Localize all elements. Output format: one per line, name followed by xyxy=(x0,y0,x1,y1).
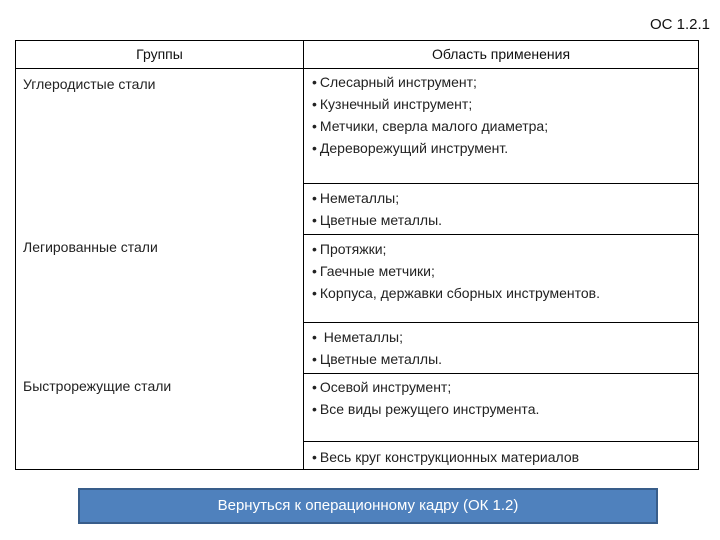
list-item-text: Цветные металлы. xyxy=(319,351,443,367)
column-divider xyxy=(303,41,304,469)
list-item xyxy=(312,137,548,159)
list-item-text: Метчики, сверла малого диаметра; xyxy=(319,118,549,134)
list-item-text: Корпуса, державки сборных инструментов. xyxy=(319,285,601,301)
header-divider xyxy=(16,68,698,69)
list-item xyxy=(312,376,539,398)
application-carbon-tools xyxy=(312,71,548,159)
list-item-text: Гаечные метчики; xyxy=(319,263,435,279)
row-divider xyxy=(303,183,698,184)
application-high-speed-materials xyxy=(312,446,579,468)
list-item-text: Слесарный инструмент; xyxy=(319,74,477,90)
bullet-icon: • xyxy=(312,140,317,156)
list-item xyxy=(312,398,539,420)
bullet-icon: • xyxy=(312,212,317,228)
list-item-text: Неметаллы; xyxy=(319,190,400,206)
list-item-text: Весь круг конструкционных материалов xyxy=(319,449,580,465)
list-item xyxy=(312,187,442,209)
list-item-text: Протяжки; xyxy=(319,241,387,257)
list-item-text: Дереворежущий инструмент. xyxy=(319,140,509,156)
list-item xyxy=(312,326,442,348)
list-item xyxy=(312,71,548,93)
bullet-icon: • xyxy=(312,329,317,345)
list-item xyxy=(312,93,548,115)
application-alloy-tools xyxy=(312,238,600,304)
list-item-text: Кузнечный инструмент; xyxy=(319,96,473,112)
group-carbon-steels: Углеродистые стали xyxy=(23,76,156,92)
application-high-speed-tools xyxy=(312,376,539,420)
header-application: Область применения xyxy=(431,46,571,62)
list-item xyxy=(312,238,600,260)
bullet-icon: • xyxy=(312,190,317,206)
list-item-text: Все виды режущего инструмента. xyxy=(319,401,540,417)
bullet-icon: • xyxy=(312,449,317,465)
list-item-text: Цветные металлы. xyxy=(319,212,443,228)
list-item xyxy=(312,282,600,304)
list-item xyxy=(312,115,548,137)
bullet-icon: • xyxy=(312,401,317,417)
group-high-speed-steels: Быстрорежущие стали xyxy=(23,378,172,394)
header-groups: Группы xyxy=(136,46,183,62)
bullet-icon: • xyxy=(312,351,317,367)
bullet-icon: • xyxy=(312,285,317,301)
list-item xyxy=(312,348,442,370)
row-divider xyxy=(303,234,698,235)
group-alloy-steels: Легированные стали xyxy=(23,239,158,255)
bullet-icon: • xyxy=(312,74,317,90)
list-item xyxy=(312,446,579,468)
slide-id: ОС 1.2.1 xyxy=(649,16,710,33)
bullet-icon: • xyxy=(312,241,317,257)
list-item xyxy=(312,209,442,231)
row-divider xyxy=(303,373,698,374)
bullet-icon: • xyxy=(312,96,317,112)
bullet-icon: • xyxy=(312,379,317,395)
list-item xyxy=(312,260,600,282)
list-item-text: Осевой инструмент; xyxy=(319,379,452,395)
back-to-operational-frame-button[interactable]: Вернуться к операционному кадру (ОК 1.2) xyxy=(78,488,658,524)
bullet-icon: • xyxy=(312,118,317,134)
list-item-text: Неметаллы; xyxy=(319,329,403,345)
application-carbon-materials xyxy=(312,187,442,231)
bullet-icon: • xyxy=(312,263,317,279)
row-divider xyxy=(303,441,698,442)
row-divider xyxy=(303,322,698,323)
application-alloy-materials xyxy=(312,326,442,370)
steel-application-table xyxy=(15,40,699,470)
